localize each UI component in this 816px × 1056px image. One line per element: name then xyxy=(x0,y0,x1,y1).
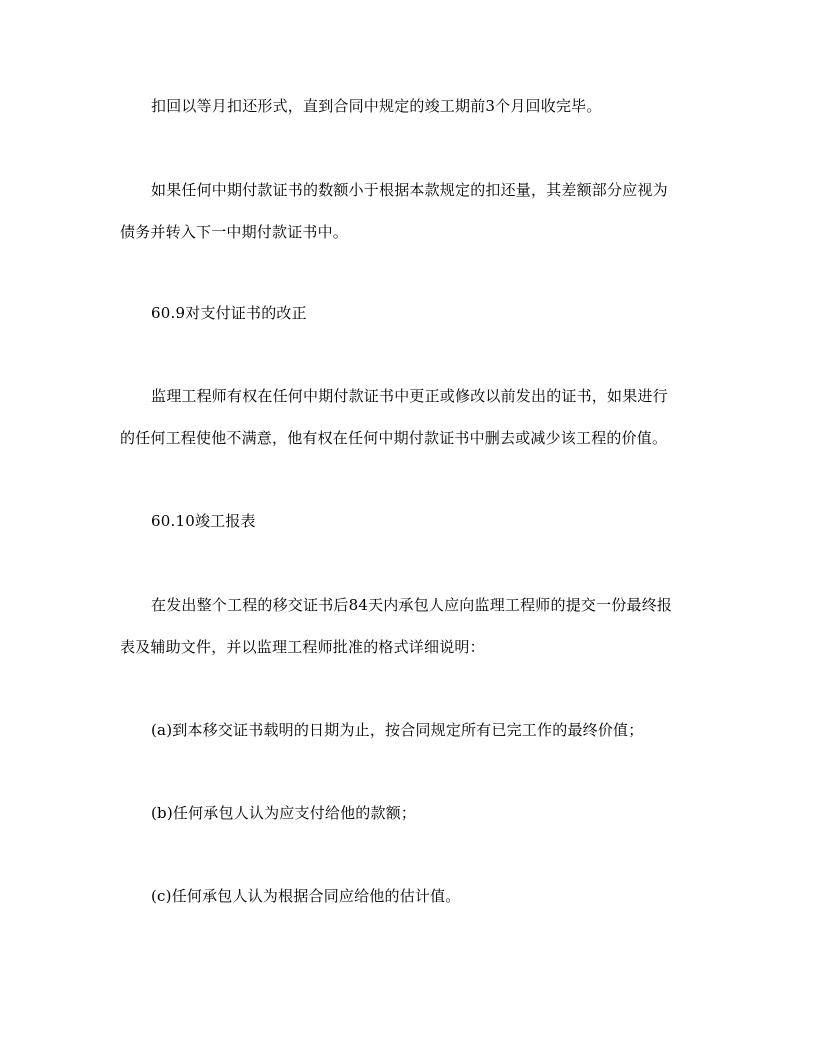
paragraph-line: 在发出整个工程的移交证书后84天内承包人应向监理工程师的提交一份最终报 xyxy=(151,596,673,614)
list-item: (b)任何承包人认为应支付给他的款额； xyxy=(151,804,417,822)
paragraph-line: 债务并转入下一中期付款证书中。 xyxy=(120,223,349,241)
section-heading: 60.10竣工报表 xyxy=(151,512,256,530)
list-item: (c)任何承包人认为根据合同应给他的估计值。 xyxy=(151,887,461,905)
paragraph-line: 的任何工程使他不满意，他有权在任何中期付款证书中删去或减少该工程的价值。 xyxy=(120,429,668,447)
paragraph-line: 扣回以等月扣还形式，直到合同中规定的竣工期前3个月回收完毕。 xyxy=(151,97,602,115)
list-item: (a)到本移交证书载明的日期为止，按合同规定所有已完工作的最终价值； xyxy=(151,721,644,739)
paragraph-line: 监理工程师有权在任何中期付款证书中更正或修改以前发出的证书，如果进行 xyxy=(151,387,668,405)
section-heading: 60.9对支付证书的改正 xyxy=(151,304,307,322)
paragraph-line: 表及辅助文件，并以监理工程师批准的格式详细说明： xyxy=(120,638,485,656)
paragraph-line: 如果任何中期付款证书的数额小于根据本款规定的扣还量，其差额部分应视为 xyxy=(151,181,668,199)
